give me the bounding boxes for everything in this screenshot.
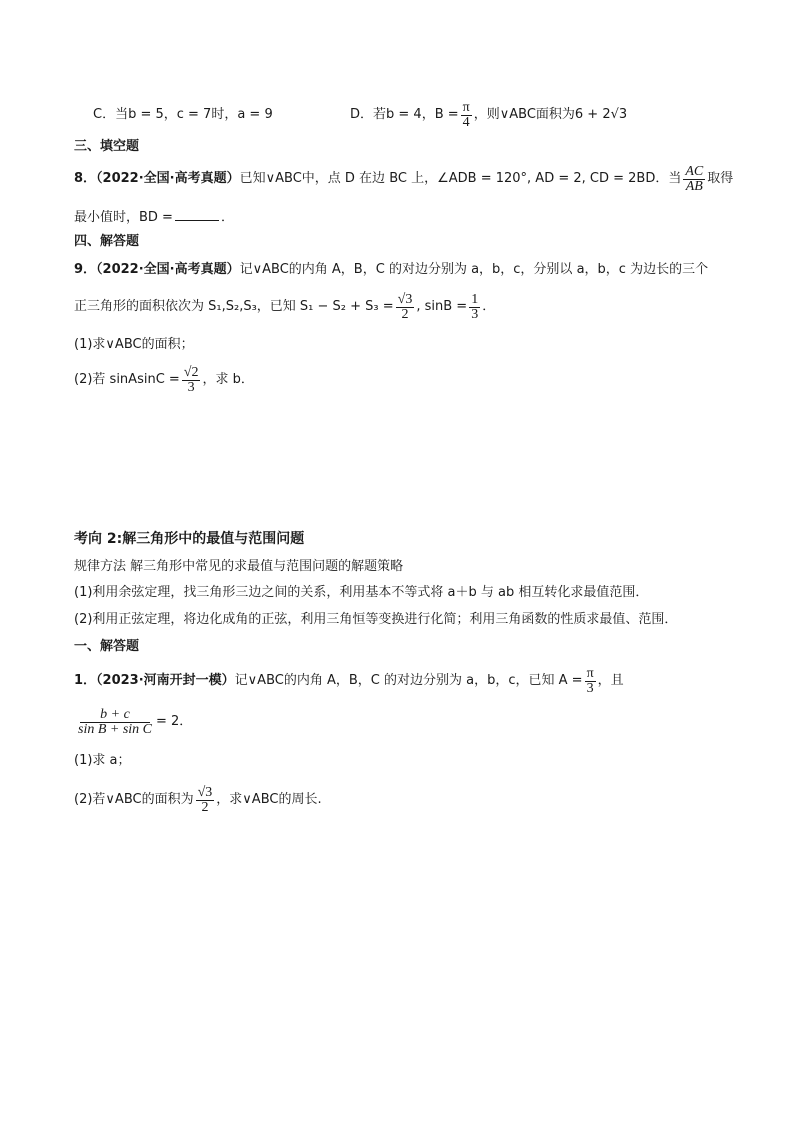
option-d-fraction: $\frac{\pi}{4}$ — [462, 99, 470, 130]
option-d — [350, 101, 627, 129]
option-d-text-b: ，则∨ABC面积为6 + 2√3 — [473, 107, 628, 122]
question-8-label: 8．（2022·全国·高考真题） — [74, 171, 240, 186]
question-1-equation: $\frac{b + c}{\text{sin B + sin C}}$ = 2． — [78, 706, 193, 737]
option-c-text: C．当b = 5，c = 7时，a = 9 — [93, 107, 273, 122]
answer-blank[interactable] — [175, 208, 219, 221]
question-1-line1: 1．（2023·河南开封一模） 记∨ABC的内角 A，B，C 的对边分别为 a，b，c，已知 A = $\frac{\pi}{3}$ ，且 — [74, 665, 624, 696]
option-c — [93, 106, 273, 124]
section-heading-answer-2: 一、解答题 — [74, 639, 140, 654]
option-d-text-a: D．若b = 4，B = — [350, 107, 459, 122]
question-9-fraction-2: $\frac{1}{3}$ — [471, 291, 479, 322]
method-2: (2)利用正弦定理，将边化成角的正弦，利用三角恒等变换进行化简；利用三角函数的性质求最值、范围． — [74, 612, 678, 627]
question-9-part1: (1)求∨ABC的面积； — [74, 337, 194, 352]
question-8-line1: 8．（2022·全国·高考真题） 已知∨ABC中，点 D 在边 BC 上，∠ADB = 120°, AD = 2, CD = 2BD．当 $\frac{AC}{AB}$ 取得 — [74, 163, 734, 194]
question-8-fraction: $\frac{AC}{AB}$ — [685, 163, 704, 194]
question-1-label: 1．（2023·河南开封一模） — [74, 673, 235, 688]
question-9-part2-fraction: $\frac{√2}{3}$ — [183, 364, 199, 395]
question-1-part1: (1)求 a； — [74, 753, 131, 768]
question-9-part2: (2)若 sinAsinC = $\frac{√2}{3}$ ，求 b． — [74, 364, 254, 395]
question-8-text: 已知∨ABC中，点 D 在边 BC 上，∠ADB = 120°, AD = 2, CD = 2BD．当 — [239, 171, 682, 186]
method-line: 规律方法 解三角形中常见的求最值与范围问题的解题策略 — [74, 559, 404, 574]
question-9-line1: 9．（2022·全国·高考真题）记∨ABC的内角 A，B，C 的对边分别为 a，b，c，分别以 a，b，c 为边长的三个 — [74, 262, 709, 277]
question-9-line2: 正三角形的面积依次为 S₁,S₂,S₃，已知 S₁ − S₂ + S₃ = $\frac{√3}{2}$ , sinB = $\frac{1}{3}$ ． — [74, 291, 496, 322]
question-9-fraction-1: $\frac{√3}{2}$ — [397, 291, 413, 322]
question-1-part2: (2)若∨ABC的面积为 $\frac{√3}{2}$ ，求∨ABC的周长. — [74, 784, 322, 815]
section-title-kx2: 考向 2:解三角形中的最值与范围问题 — [74, 531, 305, 547]
question-9-label: 9．（2022·全国·高考真题） — [74, 262, 240, 277]
question-1-part2-fraction: $\frac{√3}{2}$ — [197, 784, 213, 815]
section-heading-fill: 三、填空题 — [74, 139, 140, 154]
question-8-line2: 最小值时，BD = ． — [74, 210, 234, 225]
question-1-fraction-a: $\frac{\pi}{3}$ — [586, 665, 594, 696]
section-heading-answer: 四、解答题 — [74, 234, 140, 249]
question-1-fraction-eq: $\frac{b + c}{\text{sin B + sin C}}$ — [78, 706, 153, 737]
method-1: (1)利用余弦定理，找三角形三边之间的关系，利用基本不等式将 a＋b 与 ab 相互转化求最值范围． — [74, 585, 649, 600]
